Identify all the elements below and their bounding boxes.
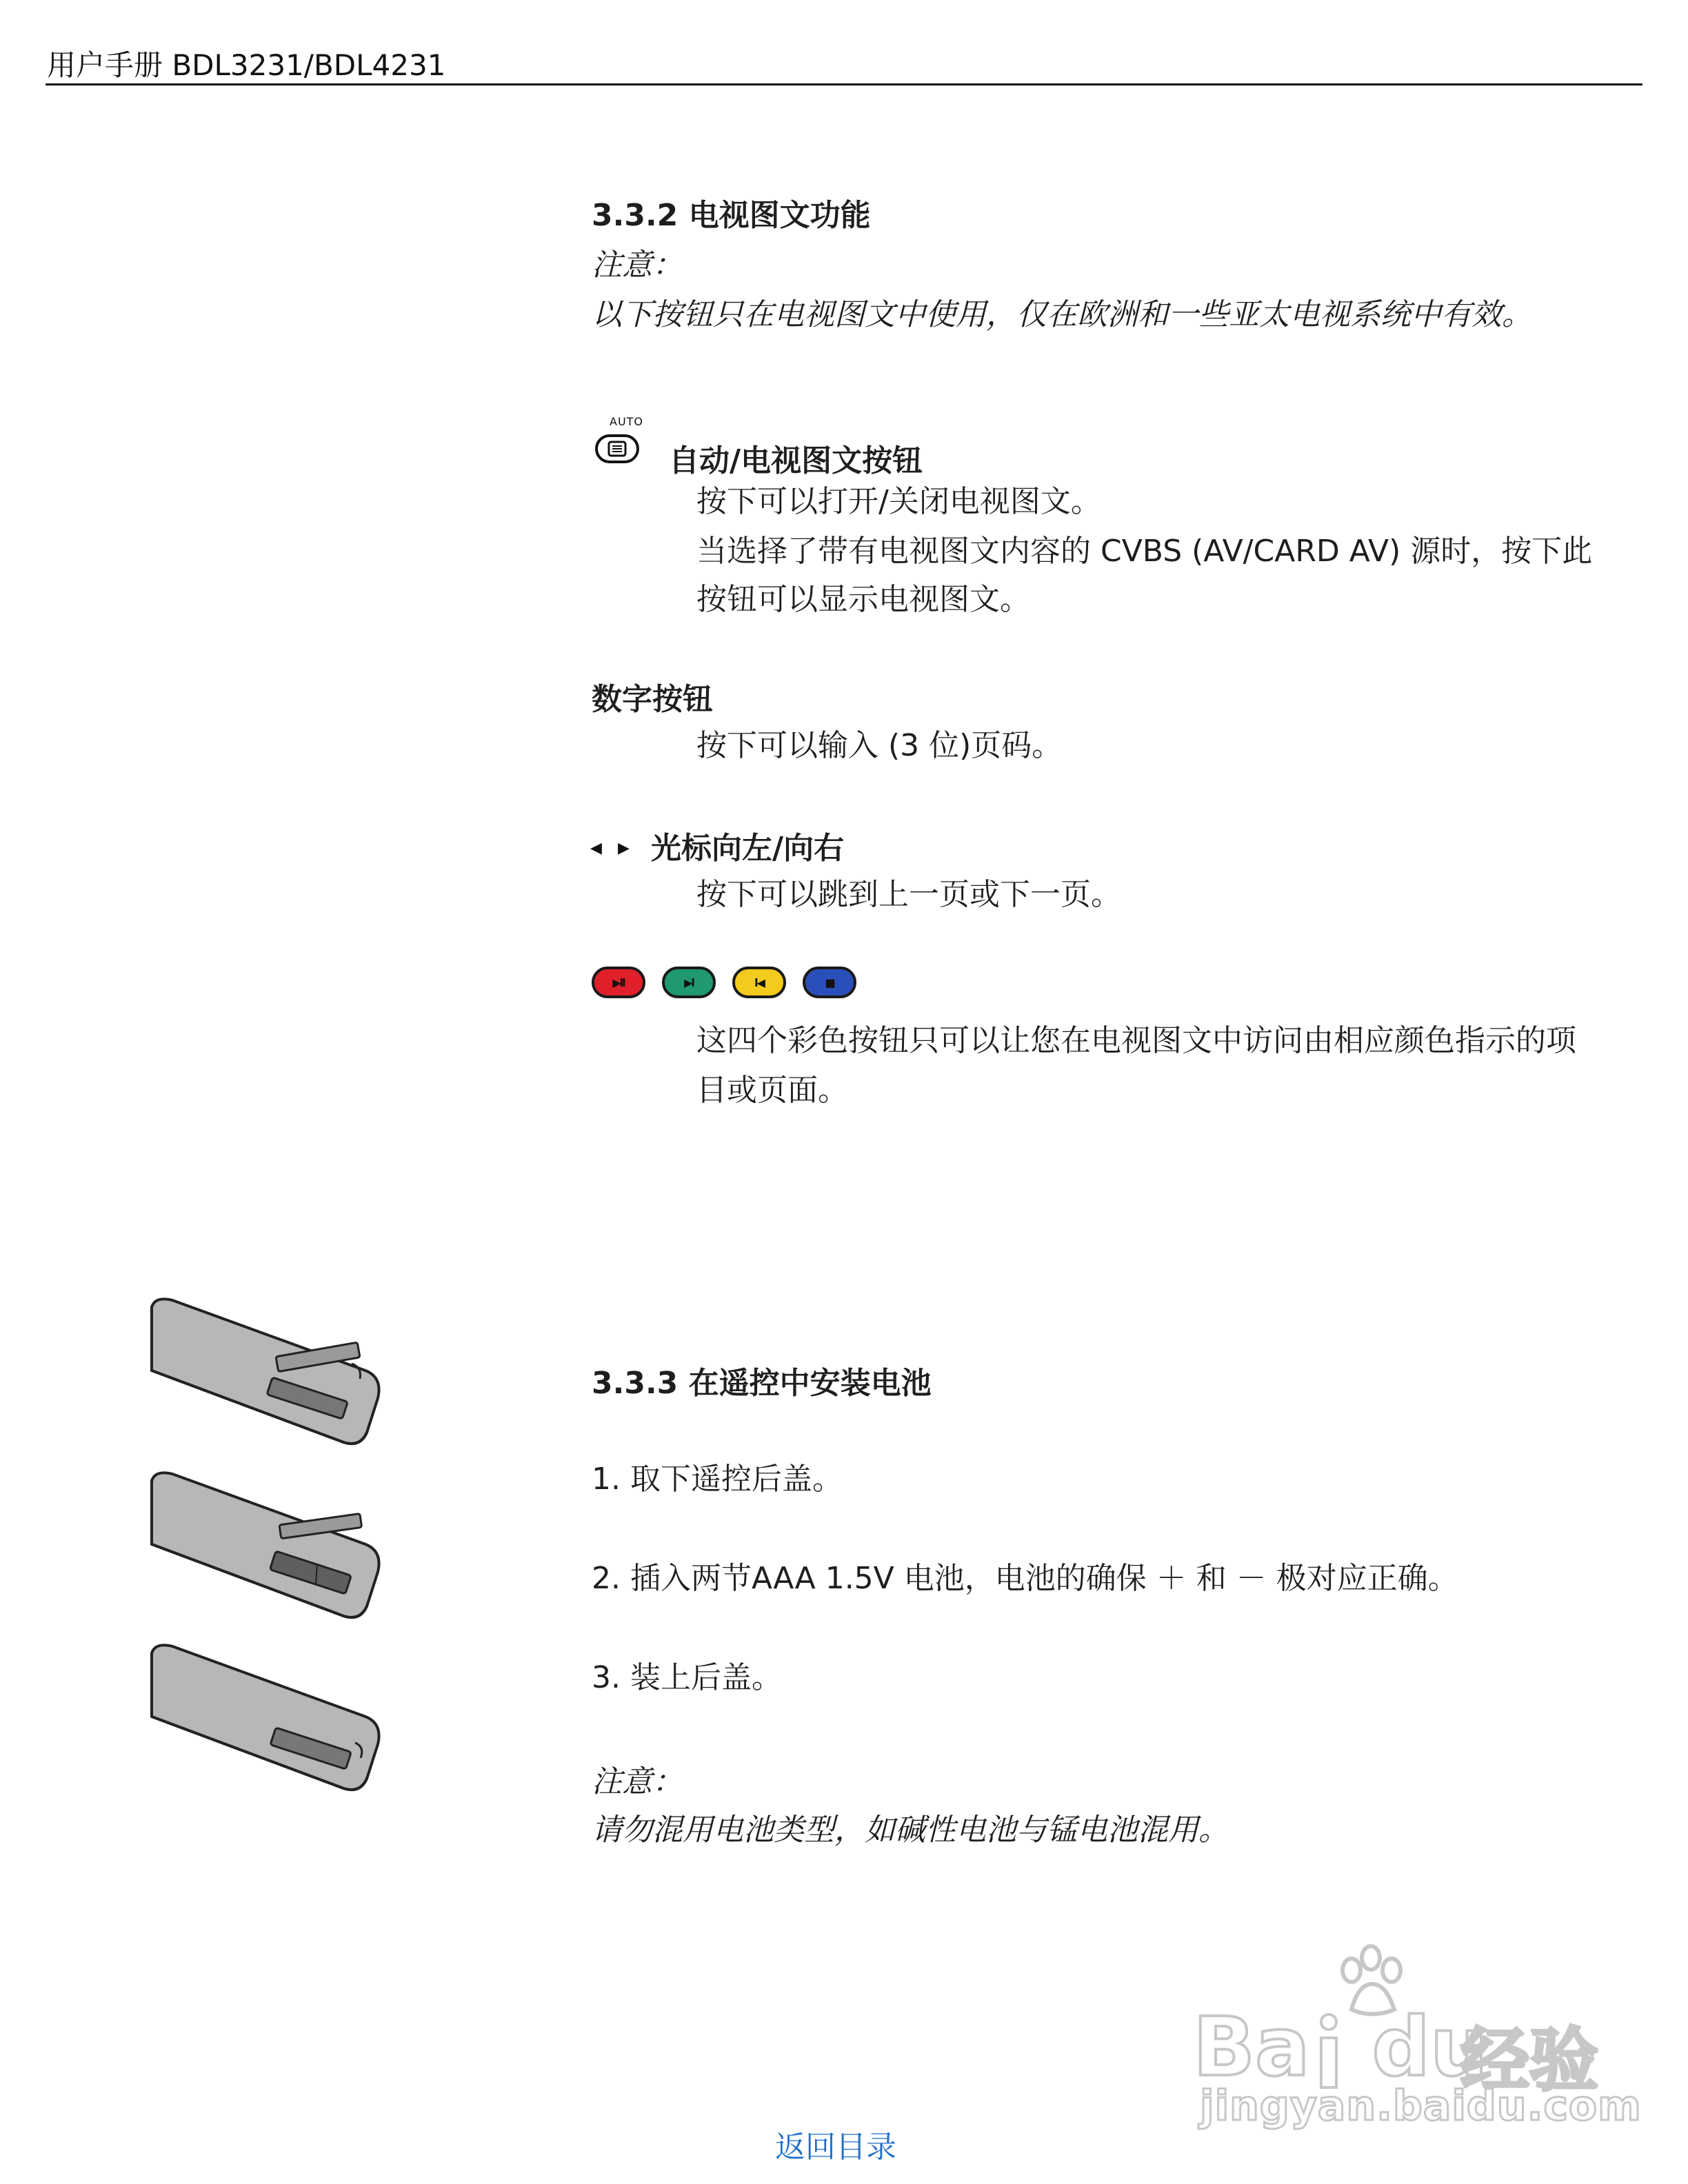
yellow-button <box>732 967 786 998</box>
red-button <box>592 967 645 998</box>
auto-line-3: 按钮可以显示电视图文。 <box>696 582 1030 617</box>
note-text: 以下按钮只在电视图文中使用，仅在欧洲和一些亚太电视系统中有效。 <box>592 297 1532 332</box>
remote-illustration-open <box>145 1295 386 1457</box>
battery-note-label: 注意： <box>592 1764 683 1799</box>
play-pause-icon: ▶ll <box>612 975 625 989</box>
teletext-button-icon <box>595 434 639 463</box>
auto-teletext-title: 自动/电视图文按钮 <box>669 443 923 478</box>
auto-line-2: 当选择了带有电视图文内容的 CVBS (AV/CARD AV) 源时，按下此 <box>696 534 1593 569</box>
color-buttons-line-1: 这四个彩色按钮只可以让您在电视图文中访问由相应颜色指示的项 <box>696 1023 1576 1058</box>
battery-step-1: 1. 取下遥控后盖。 <box>592 1462 843 1497</box>
color-buttons-line-2: 目或页面。 <box>696 1073 848 1108</box>
cursor-title: 光标向左/向右 <box>651 831 845 866</box>
next-track-icon: ▶l <box>684 975 694 989</box>
blue-button <box>803 967 856 998</box>
section-heading-battery: 3.3.3 在遥控中安装电池 <box>592 1366 932 1401</box>
baidu-watermark <box>1193 1944 1642 2130</box>
watermark-brand-1: Ba <box>1193 1999 1310 2094</box>
previous-track-icon: l◀ <box>754 975 764 989</box>
remote-illustration-close <box>145 1641 386 1803</box>
remote-illustration-insert <box>145 1468 386 1630</box>
cursor-left-icon: ◀ <box>590 840 602 857</box>
watermark-url: jingyan.baidu.com <box>1200 2082 1642 2130</box>
section-heading-teletext: 3.3.2 电视图文功能 <box>592 198 871 233</box>
page-header-title: 用户手册 BDL3231/BDL4231 <box>47 48 446 82</box>
auto-line-1: 按下可以打开/关闭电视图文。 <box>696 484 1101 519</box>
battery-step-3: 3. 装上后盖。 <box>592 1660 782 1695</box>
back-to-contents-link[interactable]: 返回目录 <box>775 2130 896 2165</box>
header-rule <box>46 83 1642 85</box>
battery-step-2: 2. 插入两节AAA 1.5V 电池，电池的确保 ＋ 和 － 极对应正确。 <box>592 1561 1458 1596</box>
battery-note-text: 请勿混用电池类型，如碱性电池与锰电池混用。 <box>592 1812 1229 1848</box>
digit-buttons-line: 按下可以输入 (3 位)页码。 <box>696 728 1063 763</box>
watermark-brand-2: du <box>1372 1999 1489 2094</box>
auto-caption: AUTO <box>610 415 644 428</box>
stop-icon: ■ <box>825 975 834 989</box>
cursor-line: 按下可以跳到上一页或下一页。 <box>696 877 1121 912</box>
watermark-i-glyph <box>1316 2013 1343 2090</box>
digit-buttons-title: 数字按钮 <box>592 682 713 717</box>
green-button <box>662 967 716 998</box>
note-label: 注意： <box>592 247 683 283</box>
cursor-right-icon: ▶ <box>618 840 630 857</box>
watermark-brand-cn: 经验 <box>1460 2020 1598 2101</box>
